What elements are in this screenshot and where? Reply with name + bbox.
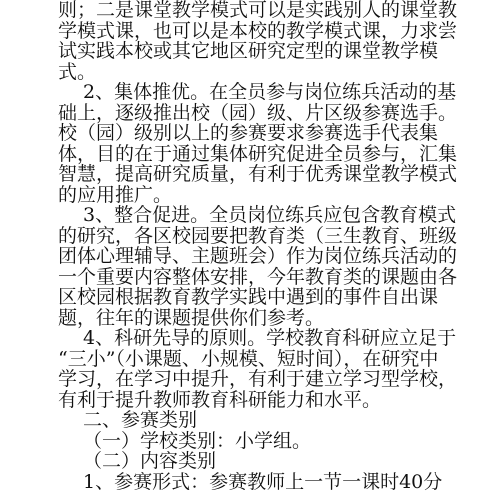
text-line: 1、参赛形式：参赛教师上一节一课时40分 <box>83 470 443 493</box>
text-line: 的应用推广。 <box>58 183 173 206</box>
text-line: 一个重要内容整体安排，今年教育类的课题由各 <box>58 265 458 288</box>
text-line: 式。 <box>58 60 97 83</box>
text-line: 学习，在学习中提升，有利于建立学习型学校， <box>58 368 458 391</box>
text-line: “三小”（小课题、小规模、短时间），在研究中 <box>58 347 439 370</box>
section-heading: 二、参赛类别 <box>83 409 198 432</box>
paragraph-heading: 4、科研先导的原则。学校教育科研应立足于 <box>83 327 457 350</box>
text-line: 有利于提升教师教育科研能力和水平。 <box>58 388 382 411</box>
text-line: 则；二是课堂教学模式可以是实践别人的课堂教 <box>58 0 458 21</box>
text-line: 试实践本校或其它地区研究定型的课堂教学模 <box>58 40 439 63</box>
text-line: 学模式课，也可以是本校的教学模式课，力求尝 <box>58 19 458 42</box>
subsection-heading: （一）学校类别：小学组。 <box>83 429 312 452</box>
paragraph-heading: 3、整合促进。全员岗位练兵应包含教育模式 <box>83 204 457 227</box>
text-line: 础上，逐级推出校（园）级、片区级参赛选手。 <box>58 101 458 124</box>
text-line: 区校园根据教育教学实践中遇到的事件自出课 <box>58 286 439 309</box>
text-line: 题，往年的课题提供你们参考。 <box>58 306 325 329</box>
text-line: 的研究，各区校园要把教育类（三生教育、班级 <box>58 224 458 247</box>
subsection-heading: （二）内容类别 <box>83 450 217 473</box>
text-line: 团体心理辅导、主题班会）作为岗位练兵活动的 <box>58 245 458 268</box>
text-line: 智慧，提高研究质量，有利于优秀课堂教学模式 <box>58 163 458 186</box>
text-line: 校（园）级别以上的参赛要求参赛选手代表集 <box>58 122 439 145</box>
text-line: 体，目的在于通过集体研究促进全员参与，汇集 <box>58 142 458 165</box>
paragraph-heading: 2、集体推优。在全员参与岗位练兵活动的基 <box>83 81 457 104</box>
